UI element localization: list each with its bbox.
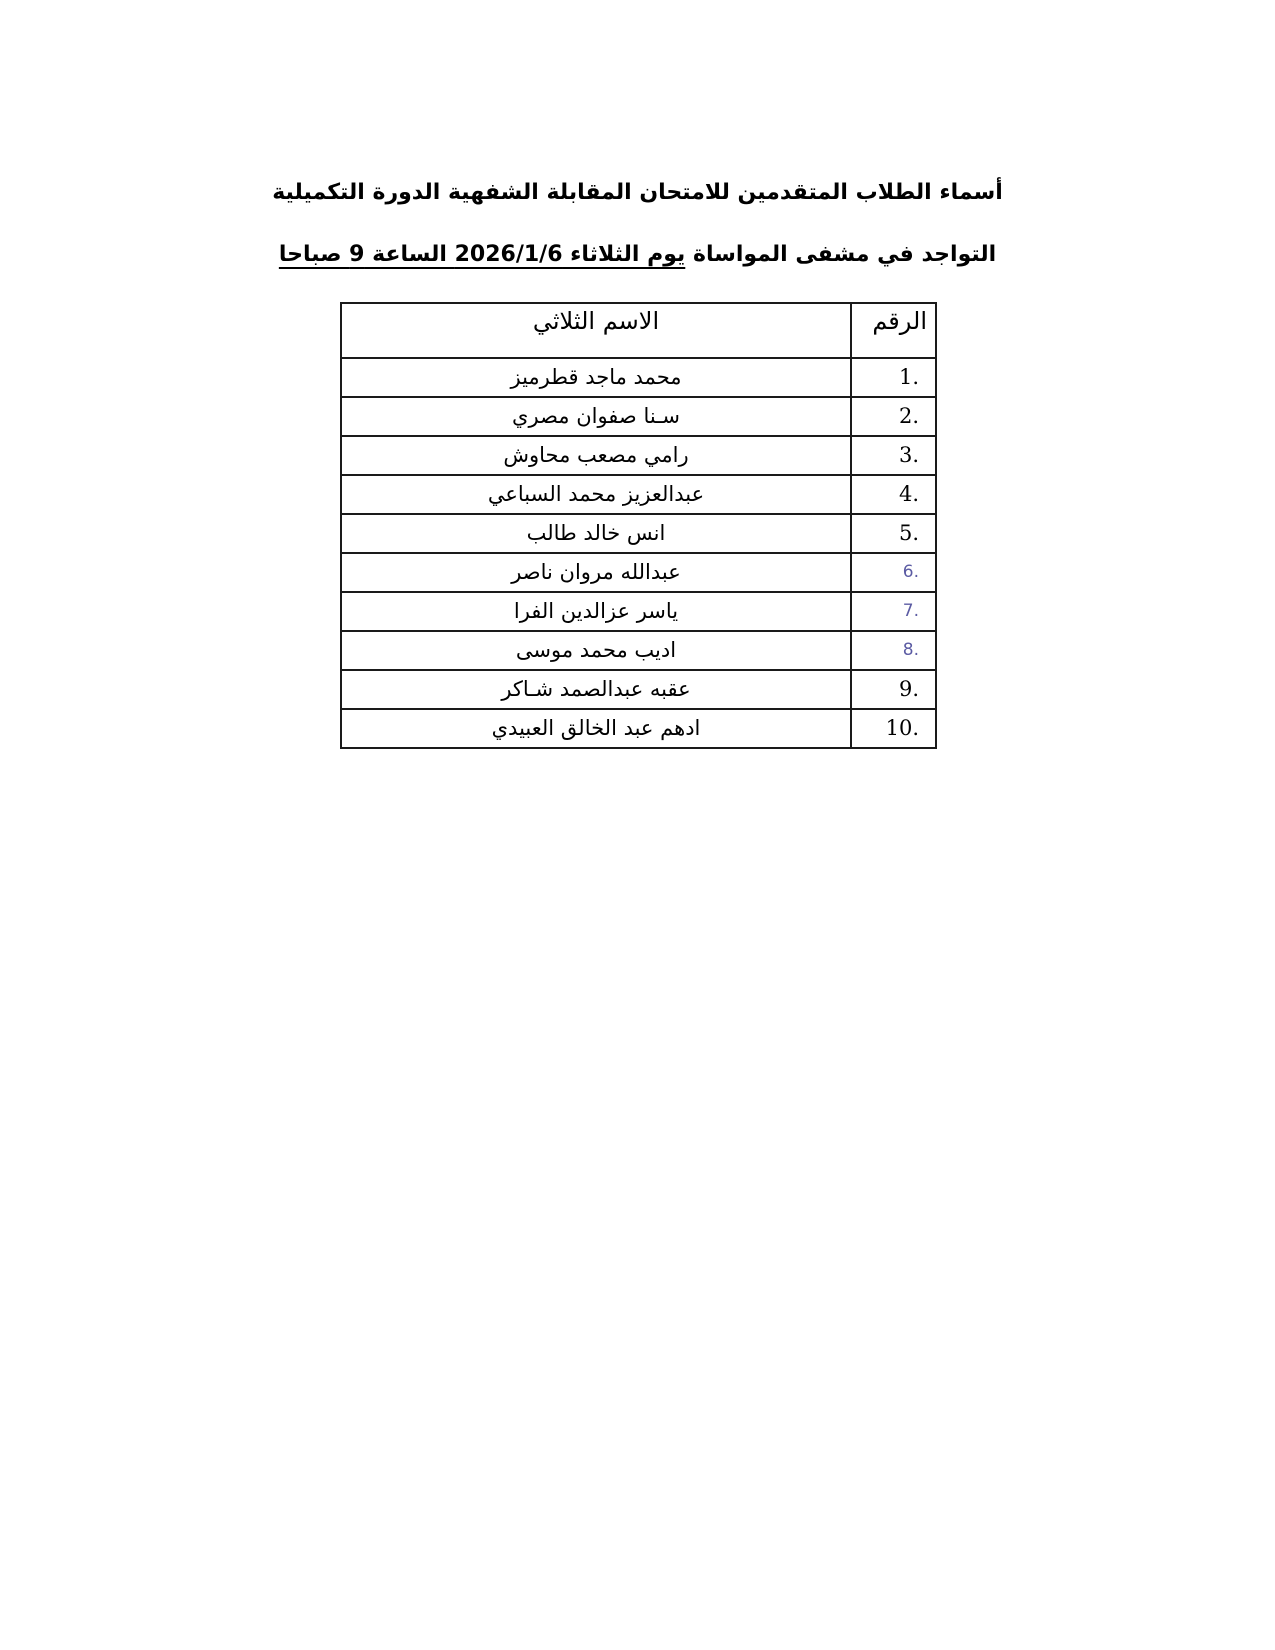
table-row (341, 436, 936, 475)
row-number: 1. (851, 358, 936, 397)
table-row (341, 709, 936, 748)
row-name: رامي مصعب محاوش (341, 436, 851, 475)
table-row (341, 553, 936, 592)
row-number: 8. (851, 631, 936, 670)
row-name: سـنا صفوان مصري (341, 397, 851, 436)
row-number: 4. (851, 475, 936, 514)
page-title: أسماء الطلاب المتقدمين للامتحان المقابلة الشفهية الدورة التكميلية (272, 180, 1003, 205)
row-name: ياسر عزالدين الفرا (341, 592, 851, 631)
row-name: عبدالله مروان ناصر (341, 553, 851, 592)
row-number: 7. (851, 592, 936, 631)
table-row (341, 397, 936, 436)
roster-table (340, 302, 937, 749)
row-name: محمد ماجد قطرميز (341, 358, 851, 397)
row-number: 3. (851, 436, 936, 475)
table-row (341, 475, 936, 514)
subtitle-plain-text: التواجد في مشفى المواساة (692, 242, 997, 267)
subtitle-underlined-date: يوم الثلاثاء 2026/1/6 الساعة 9 صباحا (278, 242, 686, 267)
row-number: 2. (851, 397, 936, 436)
table-row (341, 592, 936, 631)
table-header-row (341, 303, 936, 358)
row-number: 9. (851, 670, 936, 709)
row-number: 5. (851, 514, 936, 553)
row-name: اديب محمد موسى (341, 631, 851, 670)
header-cell-name: الاسم الثلاثي (341, 303, 851, 358)
row-name: عقبه عبدالصمد شـاكر (341, 670, 851, 709)
table-row (341, 514, 936, 553)
row-name: عبدالعزيز محمد السباعي (341, 475, 851, 514)
row-name: ادهم عبد الخالق العبيدي (341, 709, 851, 748)
table-row (341, 631, 936, 670)
row-number: 6. (851, 553, 936, 592)
table-row (341, 670, 936, 709)
header-cell-number: الرقم (851, 303, 936, 358)
table-row (341, 358, 936, 397)
row-number: 10. (851, 709, 936, 748)
row-name: انس خالد طالب (341, 514, 851, 553)
subtitle (0, 241, 1275, 270)
